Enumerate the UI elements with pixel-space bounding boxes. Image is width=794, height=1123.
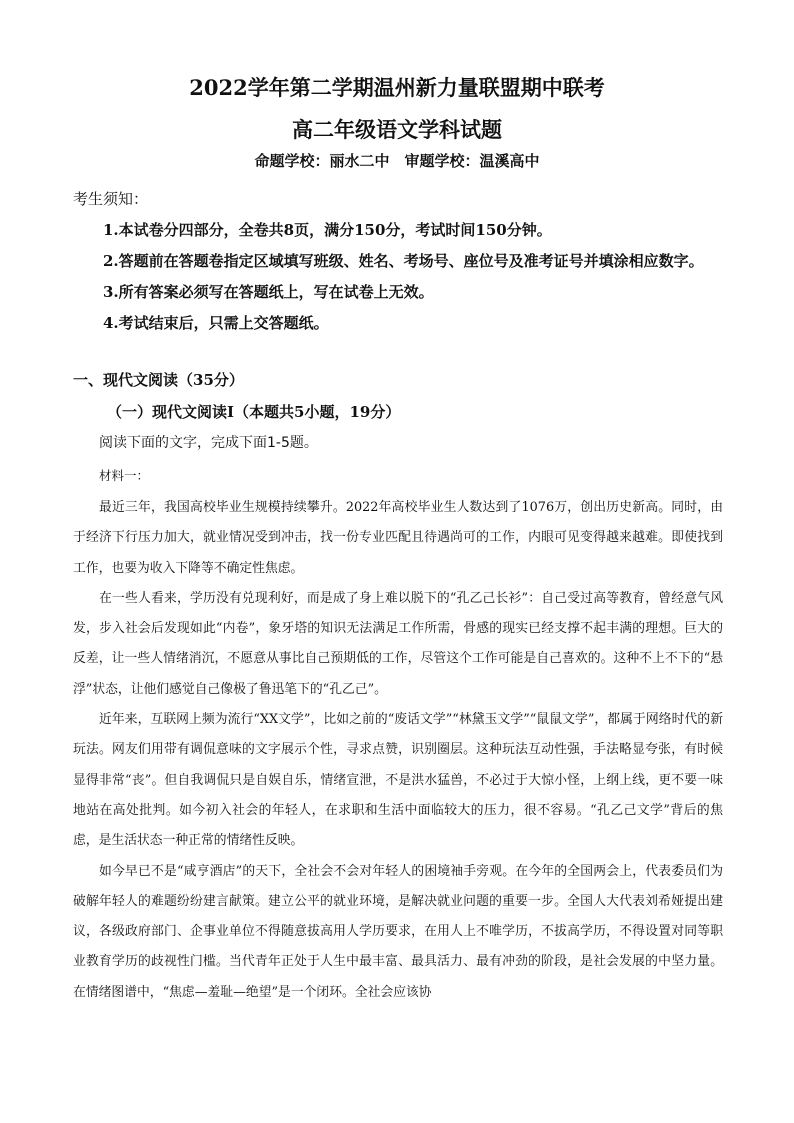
material-label: 材料一： — [99, 468, 150, 483]
exam-subtitle: 高二年级语文学科试题 — [292, 117, 502, 142]
notice-title: 考生须知： — [73, 190, 149, 208]
notice-item: 4.考试结束后，只需上交答题纸。 — [103, 314, 329, 332]
reading-instruction: 阅读下面的文字，完成下面1-5题。 — [99, 435, 318, 451]
passage-paragraph: 近年来，互联网上频为流行“XX文学”，比如之前的“废话文学”“林黛玉文学”“鼠鼠文学”，都属于网络时代的新玩法。网友们用带有调侃意味的文字展示个性，寻求点赞，识别圈层。这种玩法互动性强，手法略显夸张，有时候显得非常“丧”。但自我调侃只是自娱自乐，情绪宣泄，不是洪水猛兽，不必过于大惊小怪，上纲上线，更不要一味地站在高处批判。如今初入社会的年轻人，在求职和生活中面临较大的压力，很不容易。“孔乙己文学”背后的焦虑，是生活状态一种正常的情绪性反映。 — [73, 712, 723, 849]
passage-paragraph: 如今早已不是“咸亨酒店”的天下，全社会不会对年轻人的困境袖手旁观。在今年的全国两会上，代表委员们为破解年轻人的难题纷纷建言献策。建立公平的就业环境，是解决就业问题的重要一步。全国人大代表刘希娅提出建议，各级政府部门、企事业单位不得随意拔高用人学历要求，在用人上不唯学历，不拔高学历，不得设置对同等职业教育学历的歧视性门槛。当代青年正处于人生中最丰富、最具活力、最有冲劲的阶段，是社会发展的中坚力量。在情绪图谱中，“焦虑—羞耻—绝望”是一个闭环。全社会应该协 — [73, 863, 723, 1000]
passage-paragraph: 在一些人看来，学历没有兑现利好，而是成了身上难以脱下的“孔乙己长衫”：自己受过高等教育，曾经意气风发，步入社会后发现如此“内卷”，象牙塔的知识无法满足工作所需，骨感的现实已经支撑不起丰满的理想。巨大的反差，让一些人情绪消沉，不愿意从事比自己预期低的工作，尽管这个工作可能是自己喜欢的。这种不上不下的“悬浮”状态，让他们感觉自己像极了鲁迅笔下的“孔乙己”。 — [73, 590, 723, 697]
candidate-notice — [73, 184, 723, 339]
school-info: 命题学校：丽水二中 审题学校：温溪高中 — [254, 152, 540, 170]
section-heading: 一、现代文阅读（35分） — [73, 371, 244, 389]
notice-item: 3.所有答案必须写在答题纸上，写在试卷上无效。 — [103, 283, 434, 301]
notice-item: 1.本试卷分四部分，全卷共8页，满分150分，考试时间150分钟。 — [103, 221, 552, 239]
subsection-heading: （一）现代文阅读Ⅰ（本题共5小题，19分） — [107, 403, 401, 421]
notice-item: 2.答题前在答题卷指定区域填写班级、姓名、考场号、座位号及准考证号并填涂相应数字。 — [103, 252, 704, 270]
passage-paragraph: 最近三年，我国高校毕业生规模持续攀升。2022年高校毕业生人数达到了1076万，创出历史新高。同时，由于经济下行压力加大，就业情况受到冲击，找一份专业匹配且待遇尚可的工作，内眼可见变得越来越难。即使找到工作，也要为收入下降等不确定性焦虑。 — [73, 500, 723, 576]
exam-title: 2022学年第二学期温州新力量联盟期中联考 — [189, 75, 605, 100]
reading-passage — [73, 493, 723, 1008]
